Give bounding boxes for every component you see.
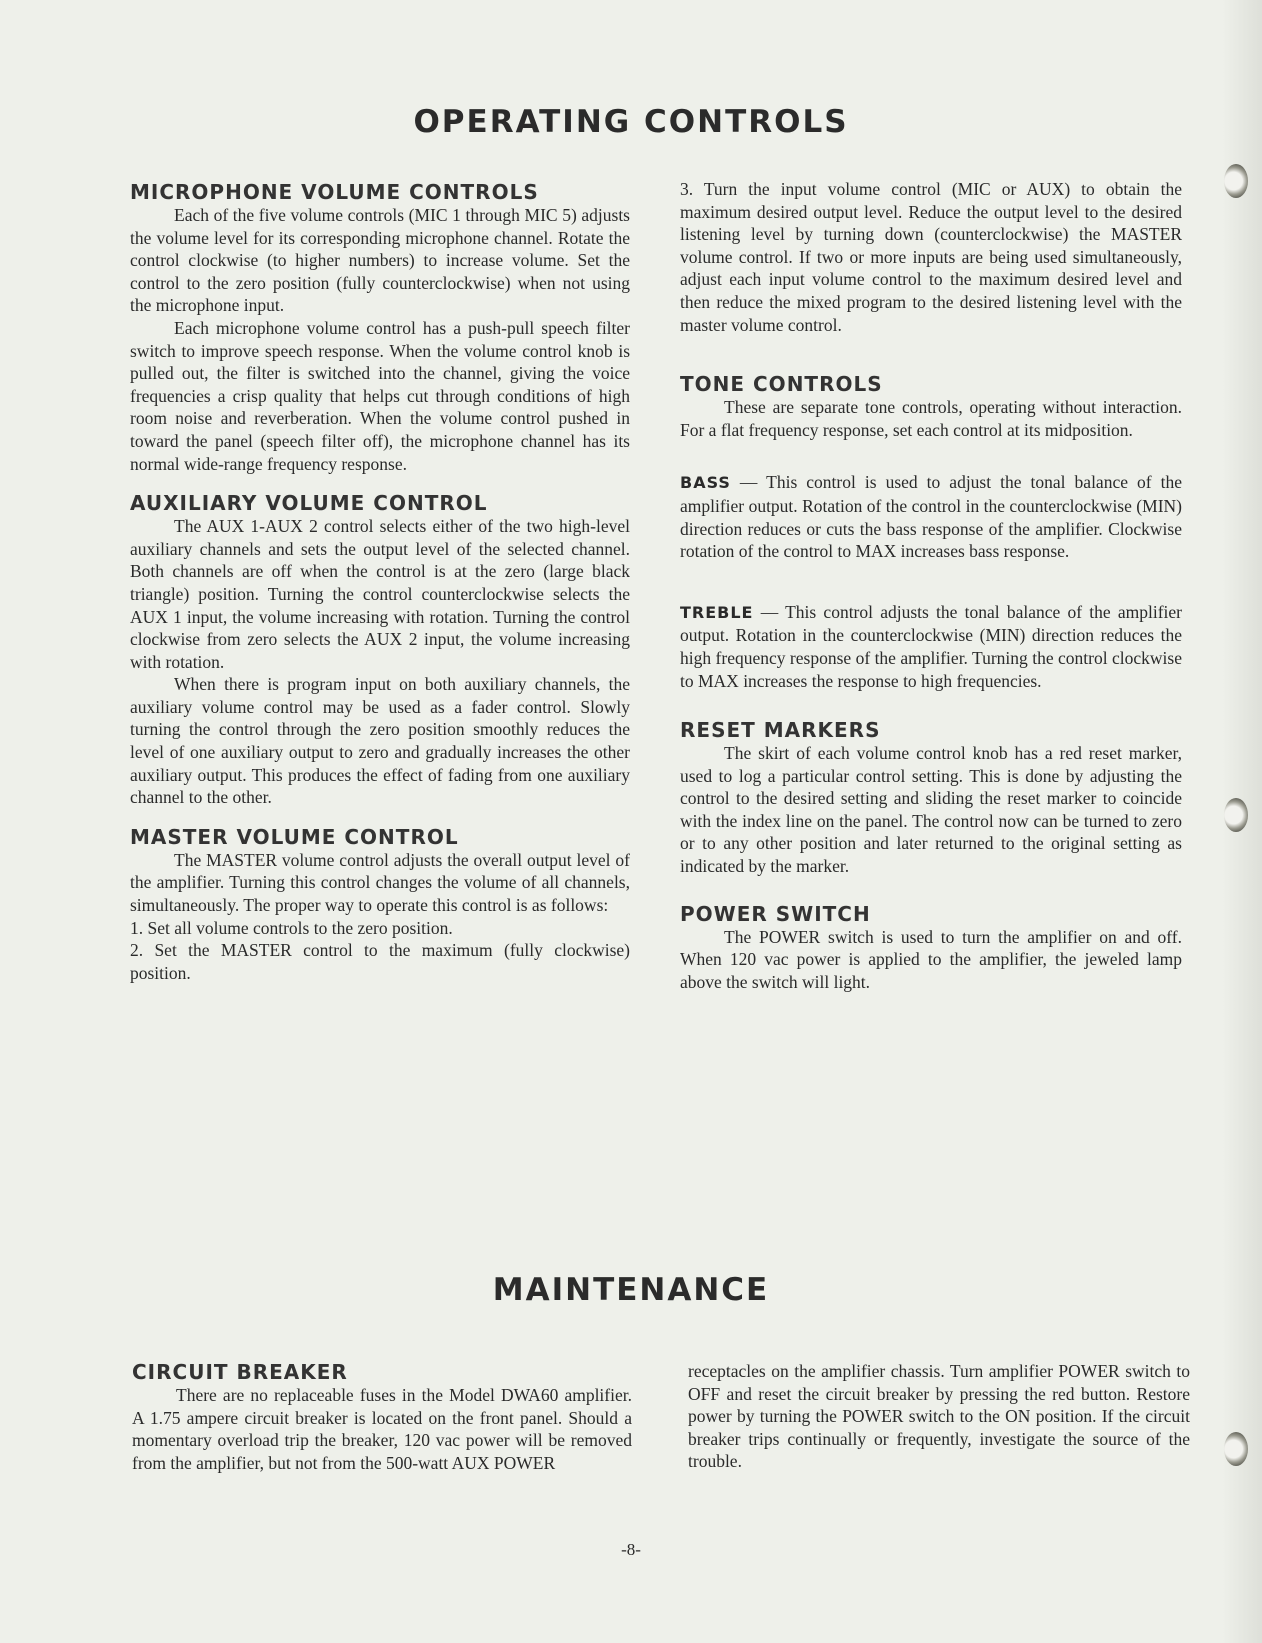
paragraph: The AUX 1-AUX 2 control selects either of the two high-level auxiliary channels and sets the output level of the selected channel. Both channels are off when the control is at the zero (large black triangle) position. Turning the control counterclockwise selects the AUX 1 input, the volume increasing with rotation. Turning the control clockwise from zero selects the AUX 2 input, the volume increasing with rotation.: [130, 516, 630, 672]
paragraph: There are no replaceable fuses in the Model DWA60 amplifier. A 1.75 ampere circuit breaker is located on the front panel. Should a momentary overload trip the breaker, 120 vac power will be removed from the amplifier, but not from the 500-watt AUX POWER: [132, 1385, 632, 1473]
paragraph: The MASTER volume control adjusts the overall output level of the amplifier. Turning this control changes the volume of all channels, simultaneously. The proper way to operate this control is as follows:: [130, 849, 630, 916]
left-column: [130, 180, 630, 984]
paragraph: Each microphone volume control has a push-pull speech filter switch to improve speech response. When the volume control knob is pulled out, the filter is switched into the channel, giving the voice frequencies a crisp quality that helps cut through conditions of high room noise and reverberation. When the volume control pushed in toward the panel (speech filter off), the microphone channel has its normal wide-range frequency response.: [130, 317, 630, 474]
list-item: 3. Turn the input volume control (MIC or AUX) to obtain the maximum desired output level. Reduce the output level to the desired listening level by turning down (counterclockwise) the MASTER volume control. If two or more inputs are being used simultaneously, adjust each input volume control to the maximum desired level and then reduce the mixed program to the desired listening level with the master volume control.: [680, 179, 1182, 335]
paragraph: receptacles on the amplifier chassis. Turn amplifier POWER switch to OFF and reset the circuit breaker by pressing the red button. Restore power by turning the POWER switch to the ON position. If the circuit breaker trips continually or frequently, investigate the source of the trouble.: [688, 1361, 1190, 1472]
maintenance-right-column: [688, 1360, 1190, 1473]
paragraph: Each of the five volume controls (MIC 1 through MIC 5) adjusts the volume level for its corresponding microphone channel. Rotate the control clockwise (to higher numbers) to increase volume. Set the control to the zero position (fully counterclockwise) when not using the microphone input.: [130, 205, 630, 316]
maintenance-left-column: [132, 1360, 632, 1474]
heading-auxiliary-volume-control: AUXILIARY VOLUME CONTROL: [130, 491, 488, 516]
paragraph: The POWER switch is used to turn the amplifier on and off. When 120 vac power is applied to the amplifier, the jeweled lamp above the switch will light.: [680, 926, 1182, 992]
binder-hole-middle: [1224, 798, 1248, 832]
paragraph: The skirt of each volume control knob has a red reset marker, used to log a particular control setting. This is done by adjusting the control to the desired setting and sliding the reset marker to coincide with the index line on the panel. The control now can be turned to zero or to any other position and later returned to the original setting as indicated by the marker.: [680, 743, 1182, 877]
treble-label: TREBLE: [680, 602, 754, 622]
bass-text: — This control is used to adjust the tonal balance of the amplifier output. Rotation of the control in the counterclockwise (MIN) direction reduces or cuts the bass response of the amplifier. Clockwise rotation of the control to MAX increases bass response.: [680, 472, 1182, 562]
right-column: [680, 178, 1182, 993]
paragraph: These are separate tone controls, operating without interaction. For a flat frequency response, set each control at its midposition.: [680, 397, 1182, 440]
binder-hole-bottom: [1224, 1432, 1248, 1466]
treble-paragraph: [680, 601, 1182, 692]
list-item: 1. Set all volume controls to the zero position.: [130, 917, 453, 938]
binder-hole-top: [1224, 164, 1248, 198]
heading-circuit-breaker: CIRCUIT BREAKER: [132, 1360, 348, 1384]
bass-paragraph: [680, 471, 1182, 562]
paragraph: When there is program input on both auxiliary channels, the auxiliary volume control may be used as a fader control. Slowly turning the control through the zero position smoothly reduces the level of one auxiliary output to zero and gradually increases the other auxiliary output. This produces the effect of fading from one auxiliary channel to the other.: [130, 674, 630, 808]
heading-power-switch: POWER SWITCH: [680, 901, 871, 926]
heading-reset-markers: RESET MARKERS: [680, 718, 881, 743]
bass-label: BASS: [680, 473, 731, 493]
section-title-maintenance: MAINTENANCE: [492, 1272, 770, 1308]
list-item: 2. Set the MASTER control to the maximum (fully clockwise) position.: [130, 940, 630, 983]
page-number: -8-: [621, 1540, 641, 1559]
treble-text: — This control adjusts the tonal balance of the amplifier output. Rotation in the counterclockwise (MIN) direction reduces the high frequency response of the amplifier. Turning the control clockwise to MAX increases the response to high frequencies.: [680, 601, 1182, 691]
heading-master-volume-control: MASTER VOLUME CONTROL: [130, 824, 459, 849]
heading-microphone-volume-controls: MICROPHONE VOLUME CONTROLS: [130, 180, 539, 204]
page-title: OPERATING CONTROLS: [413, 104, 849, 140]
heading-tone-controls: TONE CONTROLS: [680, 372, 883, 397]
